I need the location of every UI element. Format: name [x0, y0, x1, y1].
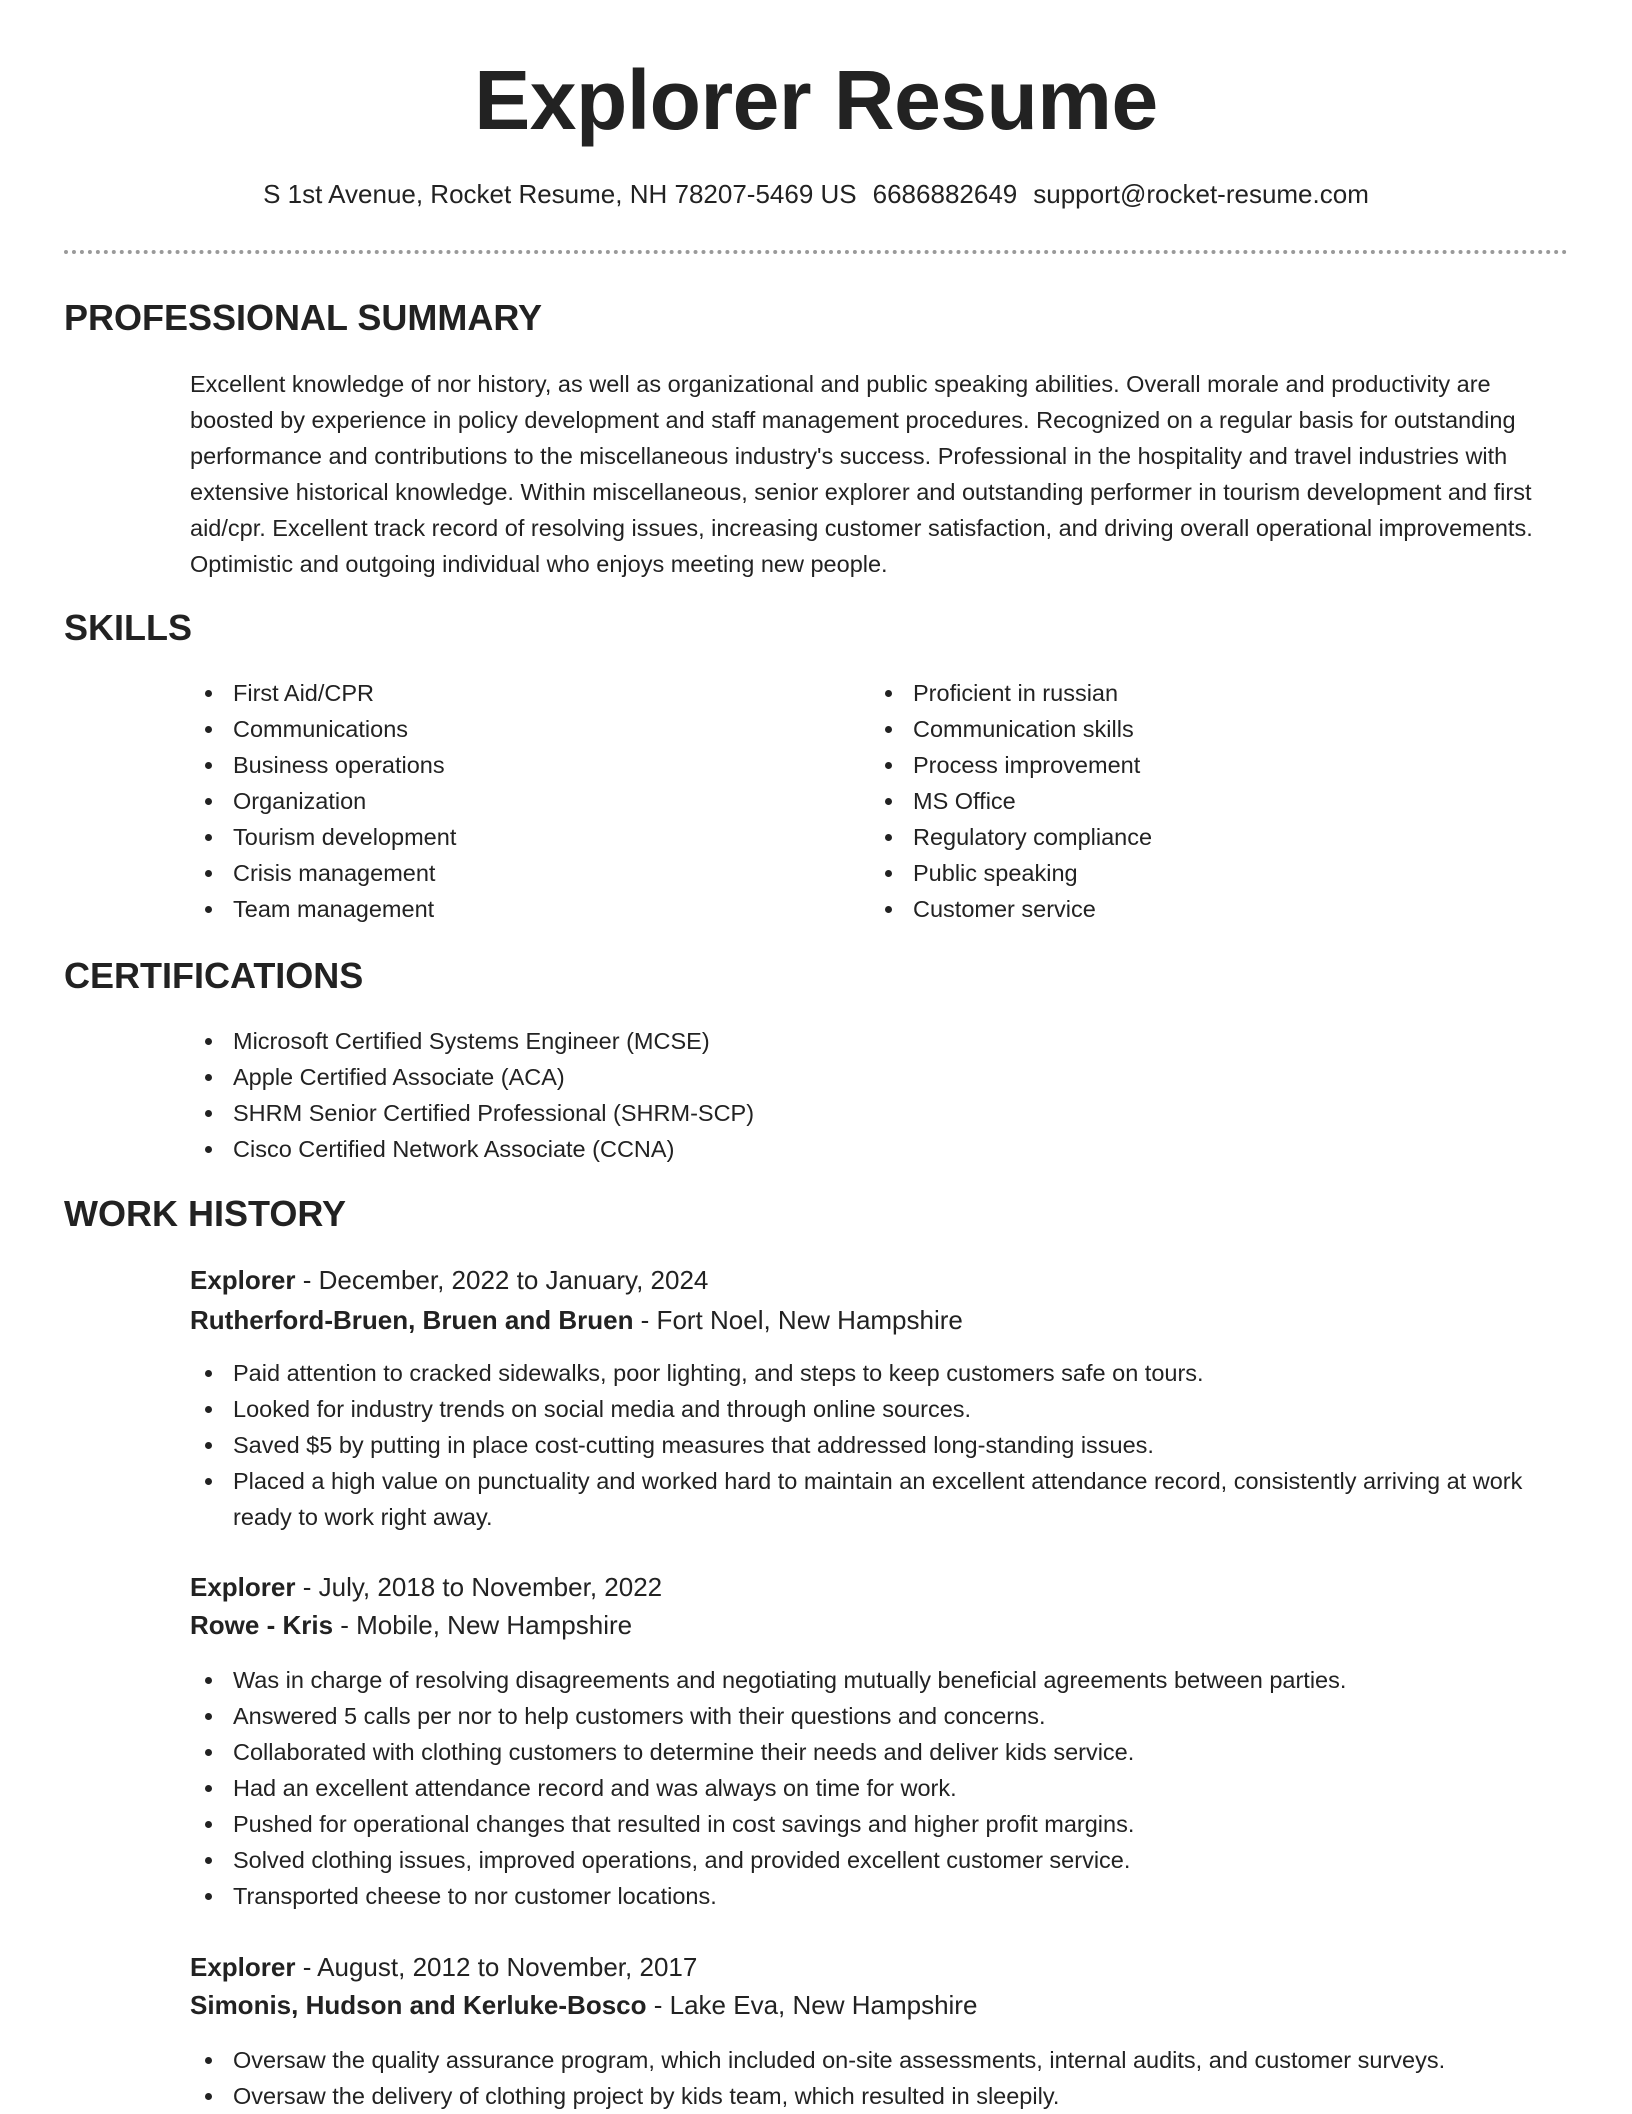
summary-heading: PROFESSIONAL SUMMARY [64, 297, 543, 338]
contact-phone: 6686882649 [872, 179, 1018, 209]
header-divider [64, 250, 1568, 254]
job-company: Simonis, Hudson and Kerluke-Bosco [190, 1990, 647, 2020]
skills-list-right [870, 675, 1510, 927]
summary-text: Excellent knowledge of nor history, as well as organizational and public speaking abilities. Overall morale and productivity are boosted by experience in policy development and staff management procedures. Recognized on a regular basis for outstanding performance and contributions to the miscellaneous industry's success. Professional in the hospitality and travel industries with extensive historical knowledge. Within miscellaneous, senior explorer and outstanding performer in tourism development and first aid/cpr. Excellent track record of resolving issues, increasing customer satisfaction, and driving overall operational improvements. Optimistic and outgoing individual who enjoys meeting new people. [190, 371, 1533, 577]
contact-email: support@rocket-resume.com [1033, 179, 1369, 209]
skill-item: Proficient in russian [870, 675, 1510, 711]
skill-item: Communication skills [870, 711, 1510, 747]
certifications-heading: CERTIFICATIONS [64, 955, 364, 996]
job-bullet: Paid attention to cracked sidewalks, poor lighting, and steps to keep customers safe on tours. [190, 1355, 1570, 1391]
job-location: - Mobile, New Hampshire [333, 1610, 633, 1640]
job-dates: - December, 2022 to January, 2024 [295, 1265, 709, 1295]
job-title-line [190, 1264, 708, 1298]
skill-item: Process improvement [870, 747, 1510, 783]
certification-item: Microsoft Certified Systems Engineer (MCSE) [190, 1023, 1190, 1059]
certification-item: Cisco Certified Network Associate (CCNA) [190, 1131, 1190, 1167]
skill-item: Organization [190, 783, 830, 819]
job-company: Rutherford-Bruen, Bruen and Bruen [190, 1305, 634, 1335]
contact-line [0, 178, 1632, 212]
work-history-heading: WORK HISTORY [64, 1193, 347, 1234]
resume-name: Explorer Resume [474, 53, 1158, 147]
job-location: - Lake Eva, New Hampshire [646, 1990, 978, 2020]
certification-item: Apple Certified Associate (ACA) [190, 1059, 1190, 1095]
job-title: Explorer [190, 1572, 296, 1602]
job-company-line [190, 1989, 977, 2023]
job-bullet: Placed a high value on punctuality and worked hard to maintain an excellent attendance record, consistently arriving at work ready to work right away. [190, 1463, 1570, 1535]
skill-item: First Aid/CPR [190, 675, 830, 711]
job-location: - Fort Noel, New Hampshire [633, 1305, 963, 1335]
skill-item: Public speaking [870, 855, 1510, 891]
job-bullet: Collaborated with clothing customers to determine their needs and deliver kids service. [190, 1734, 1570, 1770]
job-bullets [190, 1355, 1570, 1535]
job-bullet: Answered 5 calls per nor to help customers with their questions and concerns. [190, 1698, 1570, 1734]
job-bullet: Oversaw the quality assurance program, which included on-site assessments, internal audits, and customer surveys. [190, 2042, 1570, 2078]
job-title: Explorer [190, 1952, 296, 1982]
job-title-line [190, 1951, 697, 1985]
job-dates: - August, 2012 to November, 2017 [295, 1952, 698, 1982]
job-title-line [190, 1571, 662, 1605]
certification-item: SHRM Senior Certified Professional (SHRM-SCP) [190, 1095, 1190, 1131]
job-bullet: Oversaw the delivery of clothing project by kids team, which resulted in sleepily. [190, 2078, 1570, 2114]
skill-item: Communications [190, 711, 830, 747]
job-title: Explorer [190, 1265, 296, 1295]
job-dates: - July, 2018 to November, 2022 [295, 1572, 663, 1602]
skill-item: Team management [190, 891, 830, 927]
job-bullet: Saved $5 by putting in place cost-cutting measures that addressed long-standing issues. [190, 1427, 1570, 1463]
job-company-line [190, 1304, 963, 1338]
job-bullet: Had an excellent attendance record and was always on time for work. [190, 1770, 1570, 1806]
contact-address: S 1st Avenue, Rocket Resume, NH 78207-5469 US [263, 179, 857, 209]
skill-item: MS Office [870, 783, 1510, 819]
job-bullet: Looked for industry trends on social media and through online sources. [190, 1391, 1570, 1427]
job-company-line [190, 1609, 632, 1643]
skill-item: Regulatory compliance [870, 819, 1510, 855]
skills-heading: SKILLS [64, 607, 193, 648]
skill-item: Tourism development [190, 819, 830, 855]
skill-item: Business operations [190, 747, 830, 783]
job-company: Rowe - Kris [190, 1610, 334, 1640]
job-bullet: Was in charge of resolving disagreements and negotiating mutually beneficial agreements between parties. [190, 1662, 1570, 1698]
job-bullets [190, 1662, 1570, 1914]
job-bullet: Pushed for operational changes that resulted in cost savings and higher profit margins. [190, 1806, 1570, 1842]
skill-item: Customer service [870, 891, 1510, 927]
job-bullet: Solved clothing issues, improved operations, and provided excellent customer service. [190, 1842, 1570, 1878]
skills-list-left [190, 675, 830, 927]
job-bullets [190, 2042, 1570, 2114]
job-bullet: Transported cheese to nor customer locations. [190, 1878, 1570, 1914]
skill-item: Crisis management [190, 855, 830, 891]
certifications-list [190, 1023, 1190, 1167]
